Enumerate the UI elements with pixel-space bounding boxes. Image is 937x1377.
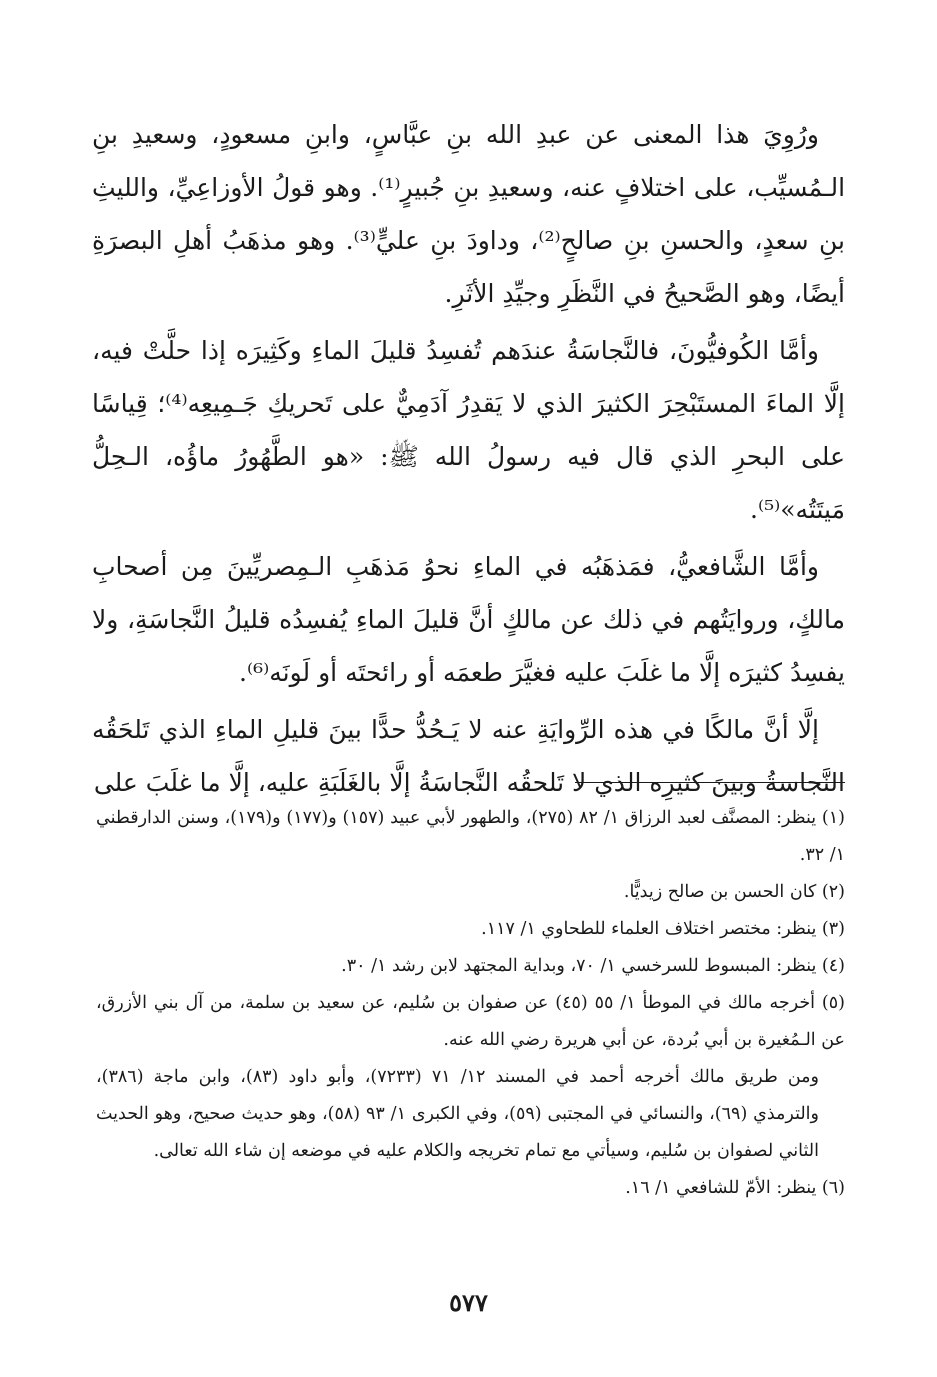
paragraph-3: وأمَّا الشَّافعيُّ، فمَذهَبُه في الماءِ نحوُ مَذهَبِ الـمِصريِّينَ مِن أصحابِ مالكٍ، وروايَتُهم في ذلك عن مالكٍ أنَّ قليلَ الماءِ يُفسِدُه قليلُ النَّجاسَةِ، ولا يفسِدُ كثيرَه إلَّا ما غلَبَ عليه فغيَّرَ طعمَه أو رائحتَه أو لَونَه⁽⁶⁾. bbox=[92, 552, 845, 687]
paragraph-4: إلَّا أنَّ مالكًا في هذه الرِّوايَةِ عنه لا يَـحُدُّ حدًّا بينَ قليلِ الماءِ الذي تَلحَقُه النَّجاسةُ وبينَ كثيرِه الذي لا تَلحقُه النَّجاسَةُ إلَّا بالغَلَبَةِ عليه، إلَّا ما غلَبَ على bbox=[92, 715, 845, 797]
footnote-separator bbox=[575, 782, 845, 783]
footnote-3: (٣) ينظر: مختصر اختلاف العلماء للطحاوي ١/ ١١٧. bbox=[481, 919, 845, 939]
footnote-1: (١) ينظر: المصنَّف لعبد الرزاق ١/ ٨٢ (٢٧٥)، والطهور لأبي عبيد (١٥٧) و(١٧٧) و(١٧٩)، وسنن الدارقطني ١/ ٣٢. bbox=[96, 808, 845, 865]
footnote-6: (٦) ينظر: الأمّ للشافعي ١/ ١٦. bbox=[625, 1178, 845, 1198]
page-number: ٥٧٧ bbox=[449, 1288, 488, 1317]
footnote-5-continuation: ومن طريق مالك أخرجه أحمد في المسند ١٢/ ٧١ (٧٢٣٣)، وأبو داود (٨٣)، وابن ماجة (٣٨٦)، والترمذي (٦٩)، والنسائي في المجتبى (٥٩)، وفي الكبرى ١/ ٩٣ (٥٨)، وهو حديث صحيح، وهو الحديث الثاني لصفوان بن سُليم، وسيأتي مع تمام تخريجه والكلام عليه في موضعه إن شاء الله تعالى. bbox=[96, 1067, 819, 1161]
footnotes bbox=[96, 800, 845, 1207]
paragraph-1: ورُوِيَ هذا المعنى عن عبدِ الله بنِ عبَّاسٍ، وابنِ مسعودٍ، وسعيدِ بنِ الـمُسيِّب، على اختلافٍ عنه، وسعيدِ بنِ جُبيرٍ⁽¹⁾. وهو قولُ الأوزاعِيِّ، والليثِ بنِ سعدٍ، والحسنِ بنِ صالحٍ⁽²⁾، وداودَ بنِ عليٍّ⁽³⁾. وهو مذهَبُ أهلِ البصرَةِ أيضًا، وهو الصَّحيحُ في النَّظَرِ وجيِّدِ الأثَرِ. bbox=[92, 120, 846, 308]
paragraph-2: وأمَّا الكُوفيُّونَ، فالنَّجاسَةُ عندَهم تُفسِدُ قليلَ الماءِ وكَثِيرَه إذا حلَّتْ فيه، إلَّا الماءَ المستَبْحِرَ الكثيرَ الذي لا يَقدِرُ آدَمِيٌّ على تَحريكِ جَـمِيعِه⁽⁴⁾؛ قِياسًا على البحرِ الذي قال فيه رسولُ الله ﷺ: «هو الطَّهُورُ ماؤُه، الـحِلُّ مَيتَتُه»⁽⁵⁾. bbox=[92, 336, 845, 524]
footnote-2: (٢) كان الحسن بن صالح زيديًّا. bbox=[623, 882, 845, 902]
main-text bbox=[92, 108, 845, 813]
footnote-4: (٤) ينظر: المبسوط للسرخسي ١/ ٧٠، وبداية المجتهد لابن رشد ١/ ٣٠. bbox=[341, 956, 845, 976]
footnote-5: (٥) أخرجه مالك في الموطأ ١/ ٥٥ (٤٥) عن صفوان بن سُليم، عن سعيد بن سلمة، من آل بني الأزرق، عن الـمُغيرة بن أبي بُردة، عن أبي هريرة رضي الله عنه. bbox=[96, 993, 845, 1050]
